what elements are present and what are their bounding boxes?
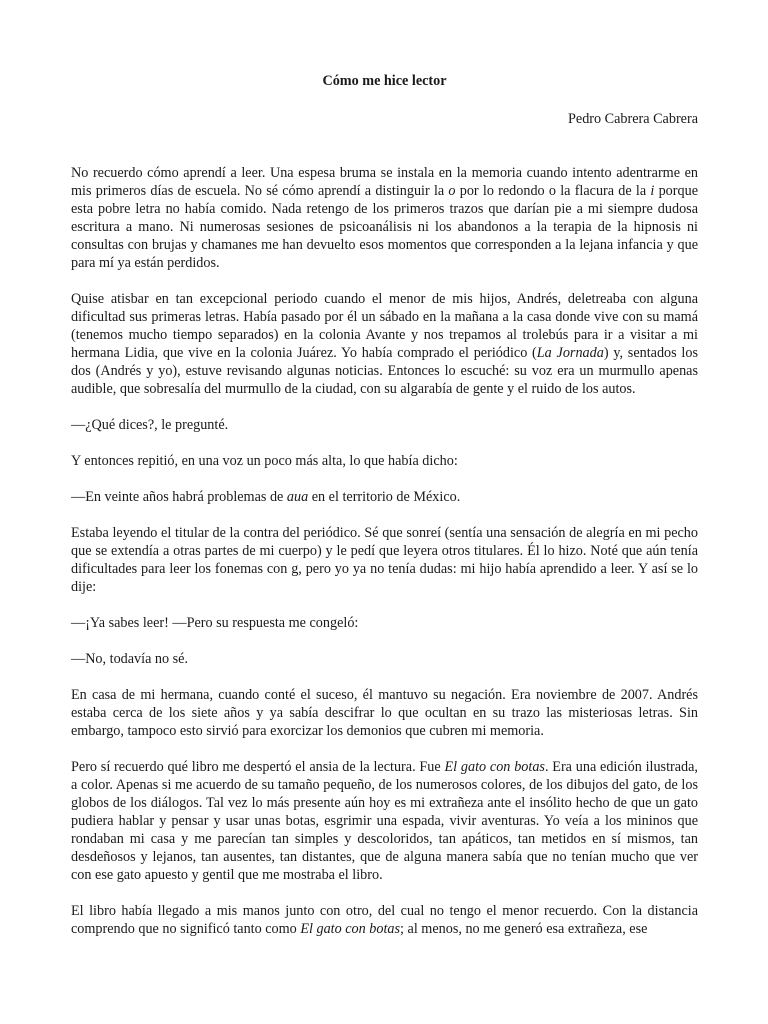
text-run: No recuerdo cómo aprendí a leer. Una espesa bruma se instala en la memoria cuando intento adentrarme en mis primeros días de escuela. No sé cómo aprendí a distinguir la: [71, 165, 698, 199]
body-paragraph: [71, 686, 698, 740]
document-title: Cómo me hice lector: [322, 73, 447, 89]
body-paragraph: [71, 524, 698, 596]
italic-text: El gato con botas: [300, 921, 401, 937]
text-run: en el territorio de México.: [308, 489, 461, 505]
text-run: —¿Qué dices?, le pregunté.: [71, 417, 229, 433]
text-run: Pero sí recuerdo qué libro me despertó el ansia de la lectura. Fue: [71, 759, 445, 775]
text-run: Quise atisbar en tan excepcional periodo cuando el menor de mis hijos, Andrés, deletreaba con alguna dificultad sus primeras letras. Había pasado por él un sábado en la mañana a la casa donde vive con su mamá (tenemos mucho tiempo separados) en la colonia Avante y nos trepamos al trolebús para ir a visitar a mi hermana Lidia, que vive en la colonia Juárez. Yo había comprado el periódico (: [71, 291, 698, 361]
dialogue-line: [71, 650, 698, 668]
document-author: Pedro Cabrera Cabrera: [568, 111, 698, 127]
dialogue-line: [71, 416, 698, 434]
italic-text: i: [650, 183, 655, 199]
document-page: [71, 62, 698, 956]
body-paragraph: [71, 902, 698, 938]
text-run: por lo redondo o la flacura de la: [455, 183, 651, 199]
text-run: —¡Ya sabes leer! —Pero su respuesta me congeló:: [71, 615, 359, 631]
dialogue-line: [71, 488, 698, 506]
body-paragraph: [71, 290, 698, 398]
text-run: —En veinte años habrá problemas de: [71, 489, 287, 505]
text-run: porque esta pobre letra no había comido. Nada retengo de los primeros trazos que darían pie a mi siempre dudosa escritura a mano. Ni numerosas sesiones de psicoanálisis ni los abandonos a la terapia de la hipnosis ni consultas con brujas y chamanes me han devuelto esos momentos que corresponden a la lejana infancia y que para mí ya están perdidos.: [71, 183, 698, 271]
document-body: [71, 164, 698, 938]
text-run: En casa de mi hermana, cuando conté el suceso, él mantuvo su negación. Era noviembre de 2007. Andrés estaba cerca de los siete años y ya sabía descifrar lo que ocultan en su trazo las misteriosas letras. Sin embargo, tampoco esto sirvió para exorcizar los demonios que cubren mi memoria.: [71, 687, 698, 739]
text-run: El libro había llegado a mis manos junto con otro, del cual no tengo el menor recuerdo. Con la distancia comprendo que no significó tanto como: [71, 903, 698, 937]
italic-text: La Jornada: [536, 345, 604, 361]
italic-text: o: [448, 183, 456, 199]
body-paragraph: [71, 758, 698, 884]
text-run: . Era una edición ilustrada, a color. Apenas si me acuerdo de su tamaño pequeño, de los numerosos colores, de los dibujos del gato, de los globos de los diálogos. Tal vez lo más presente aún hoy es mi extrañeza ante el insólito hecho de que un gato pudiera hablar y pensar y usar unas botas, esgrimir una espada, vivir aventuras. Yo veía a los mininos que rondaban mi casa y me parecían tan simples y descoloridos, tan apáticos, tan metidos en sí mismos, tan desdeñosos y lejanos, tan ausentes, tan distantes, que de alguna manera sabía que no tenían mucho que ver con ese gato apuesto y gentil que me mostraba el libro.: [71, 759, 698, 883]
text-run: ) y, sentados los dos (Andrés y yo), estuve revisando algunas noticias. Entonces lo escuché: su voz era un murmullo apenas audible, que sobresalía del murmullo de la ciudad, con su algarabía de gente y el ruido de los autos.: [71, 345, 698, 397]
body-paragraph: [71, 164, 698, 272]
italic-text: aua: [286, 489, 309, 505]
italic-text: El gato con botas: [444, 759, 545, 775]
text-run: Y entonces repitió, en una voz un poco más alta, lo que había dicho:: [71, 453, 458, 469]
text-run: —No, todavía no sé.: [71, 651, 189, 667]
dialogue-line: [71, 614, 698, 632]
text-run: Estaba leyendo el titular de la contra del periódico. Sé que sonreí (sentía una sensación de alegría en mi pecho que se extendía a otras partes de mi cuerpo) y le pedí que leyera otros titulares. Él lo hizo. Noté que aún tenía dificultades para leer los fonemas con g, pero yo ya no tenía dudas: mi hijo había aprendido a leer. Y así se lo dije:: [71, 525, 698, 595]
dialogue-line: [71, 452, 698, 470]
text-run: ; al menos, no me generó esa extrañeza, ese: [400, 921, 648, 937]
